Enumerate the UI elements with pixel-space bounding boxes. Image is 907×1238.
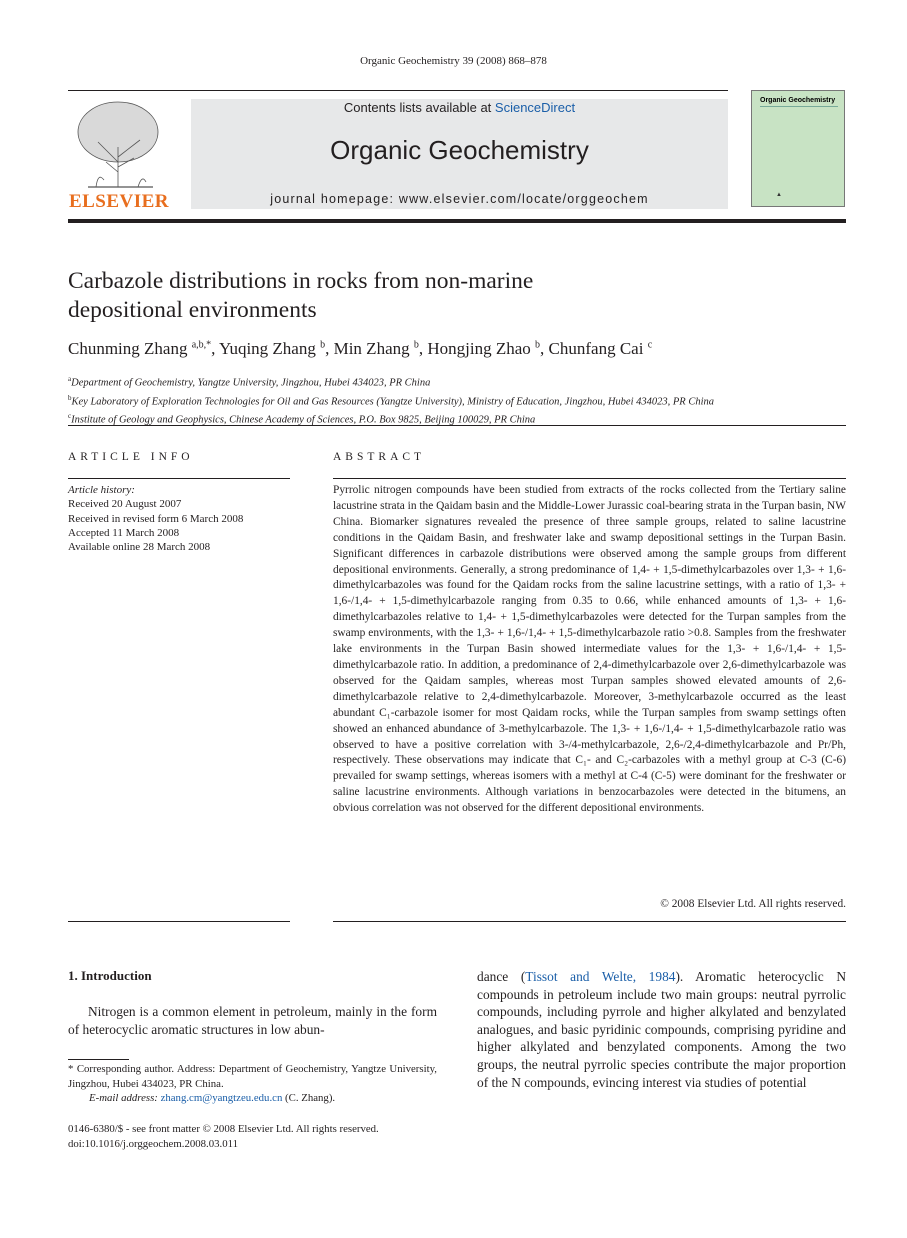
author-affil-mark[interactable]: a,b,* [191, 339, 212, 351]
journal-citation: Organic Geochemistry 39 (2008) 868–878 [360, 55, 547, 67]
article-info-bottom-rule [68, 921, 290, 922]
reference-link[interactable]: Tissot and Welte, 1984 [525, 969, 676, 984]
contents-prefix: Contents lists available at [343, 100, 495, 115]
body-text: dance ( [477, 969, 526, 984]
author-name: Chunfang Cai [548, 339, 644, 358]
affiliation-text: Institute of Geology and Geophysics, Chinese Academy of Sciences, P.O. Box 9825, Beijing 100029, PR China [71, 414, 536, 426]
journal-title: Organic Geochemistry [330, 135, 589, 165]
header-top-rule [68, 90, 728, 91]
sciencedirect-link[interactable]: ScienceDirect [494, 100, 576, 115]
contents-available-line [191, 100, 728, 115]
history-item: Received 20 August 2007 [68, 498, 182, 511]
abstract-copyright: © 2008 Elsevier Ltd. All rights reserved. [660, 898, 846, 910]
affiliation-text: Key Laboratory of Exploration Technologies for Oil and Gas Resources (Yangtze University), Ministry of Education, Jingzhou, Hubei 434023, PR China [71, 396, 714, 407]
body-column-right [477, 968, 846, 1091]
body-column-left: Nitrogen is a common element in petroleum, mainly in the form of heterocyclic aromatic structures in low abun- [68, 1004, 437, 1037]
email-footnote [89, 1092, 335, 1104]
cover-rule [760, 106, 838, 113]
author-affil-mark[interactable]: c [647, 339, 653, 351]
email-suffix: (C. Zhang). [282, 1092, 336, 1104]
abstract-text: Pyrrolic nitrogen compounds have been studied from extracts of the rocks collected from the Tertiary saline lacustrine strata in the Qaidam basin and the Middle-Lower Jurassic coal-bearing strata in the Turpan basin, NW China. Biomarker signatures revealed the presence of three sample groups, related to saline lacustrine conditions in the Qaidam Basin, and freshwater lake and swamp depositional settings in the Turpan Basin. Significant differences in carbazole distributions were observed among the sample groups from different depositional environments. Generally, a strong predominance of 1,4- + 1,5-dimethylcarbazoles over 1,3- + 1,6-dimethylcarbazoles was found for the Qaidam rocks from the saline lacustrine settings, with a ratio of 1,3- + 1,6-/1,4- + 1,5-dimethylcarbazole ranging from 0.35 to 0.66, while enhanced amounts of 1,3- + 1,6-dimethylcarbazoles relative to 1,4- + 1,5-dimethylcarbazoles were detected for the Turpan samples from the swamp environments, with the 1,3- + 1,6-/1,4- + 1,5-dimethylcarbazole ratio >0.8. Samples from the freshwater lake environments in the Turpan Basin showed intermediate values for the 1,3- + 1,6-/1,4- + 1,5-dimethylcarbazole ratio. In addition, a predominance of 2,4-dimethylcarbazole over 2,6-dimethylcarbazole was observed for the Qaidam samples, whereas most Turpan samples showed elevated amounts of 2,6-dimethylcarbazole relative to 2,4-dimethylcarbazole. Moreover, 3-methylcarbazole occurred as the least abundant C₁-carbazole isomer for most Qaidam rocks, while the Turpan samples from swamp settings often showed an enhanced abundance of 3-methylcarbazole. The 1,3- + 1,6-/1,4- + 1,5-dimethylcarbazole ratio was observed to have a positive correlation with 3-/4-methylcarbazole, 2,6-/2,4-dimethylcarbazole and Pr/Ph, respectively. These observations may indicate that C₁- and C₂-carbazoles with a methyl group at C-3 (C-6) prevailed for swamp settings, whereas isomers with a methyl at C-4 (C-5) were dominant for the freshwater or saline lacustrine environments. Although variations in benzocarbazoles were detected in the bitumens, an obvious correlation was not observed for the different depositional environments. [333, 484, 846, 815]
email-link[interactable]: zhang.cm@yangtzeu.edu.cn [160, 1092, 283, 1104]
journal-cover-thumbnail [751, 90, 845, 207]
publisher-logo-text: ELSEVIER [68, 191, 170, 212]
author-name: Yuqing Zhang [219, 339, 316, 358]
abstract-rule [333, 478, 846, 479]
author-name: Chunming Zhang [68, 339, 188, 358]
history-item: Received in revised form 6 March 2008 [68, 512, 244, 525]
article-title [68, 267, 668, 325]
affiliation-mark: b [68, 393, 72, 402]
body-text: ). Aromatic heterocyclic N compounds in petroleum include two main groups: neutral pyrrolic compounds, including pyrrole and higher alkylated and benzylated analogues, and basic pyridinic compounds, comprising pyridine and higher alkylated and benzylated components. Among the two groups, the neutral pyrrolic species contribute the major proportion of the N compounds, evincing interest via studies of potential [477, 969, 846, 1090]
abstract-bottom-rule [333, 921, 846, 922]
cover-title: Organic Geochemistry [760, 97, 836, 104]
corresponding-author-footnote: * Corresponding author. Address: Department of Geochemistry, Yangtze University, Jingzhou, Hubei 434023, PR China. [68, 1063, 437, 1090]
affiliation-item [68, 391, 848, 410]
issn-line: 0146-6380/$ - see front matter © 2008 Elsevier Ltd. All rights reserved. [68, 1123, 379, 1135]
author-name: Hongjing Zhao [427, 339, 531, 358]
doi-line[interactable]: doi:10.1016/j.orggeochem.2008.03.011 [68, 1137, 239, 1150]
section-heading-introduction: 1. Introduction [68, 968, 152, 983]
article-history [68, 483, 243, 554]
affiliation-mark: c [68, 412, 72, 420]
history-item: Available online 28 March 2008 [68, 541, 211, 554]
author-affil-mark[interactable]: b [320, 339, 326, 351]
article-info-rule [68, 478, 290, 479]
affiliation-text: Department of Geochemistry, Yangtze University, Jingzhou, Hubei 434023, PR China [71, 377, 431, 389]
article-title-line1: Carbazole distributions in rocks from non-marine [68, 268, 534, 294]
history-label: Article history: [68, 484, 135, 496]
affiliation-mark: a [68, 375, 72, 383]
author-affil-mark[interactable]: b [535, 339, 541, 351]
article-info-heading: ARTICLE INFO [68, 451, 194, 463]
email-label: E-mail address: [89, 1092, 158, 1104]
issn-doi-block [68, 1122, 379, 1151]
cover-publisher-icon: ▲ [776, 192, 782, 198]
author-affil-mark[interactable]: b [413, 339, 419, 351]
affiliation-item [68, 372, 848, 391]
affiliation-list [68, 372, 848, 428]
author-name: Min Zhang [333, 339, 410, 358]
journal-homepage[interactable]: journal homepage: www.elsevier.com/locate/orggeochem [270, 192, 649, 206]
header-thick-rule [68, 219, 846, 223]
history-item: Accepted 11 March 2008 [68, 526, 180, 539]
author-list: Chunming Zhang $^{a,b,*}$, Yuqing Zhang $^b$, Min Zhang $^b$, Hongjing Zhao $^b$, Chunfang Cai $^c$ [68, 339, 653, 358]
article-title-line2: depositional environments [68, 297, 317, 323]
footnote-rule [68, 1059, 129, 1060]
abstract-heading: ABSTRACT [333, 451, 426, 463]
affiliation-rule [68, 425, 846, 426]
